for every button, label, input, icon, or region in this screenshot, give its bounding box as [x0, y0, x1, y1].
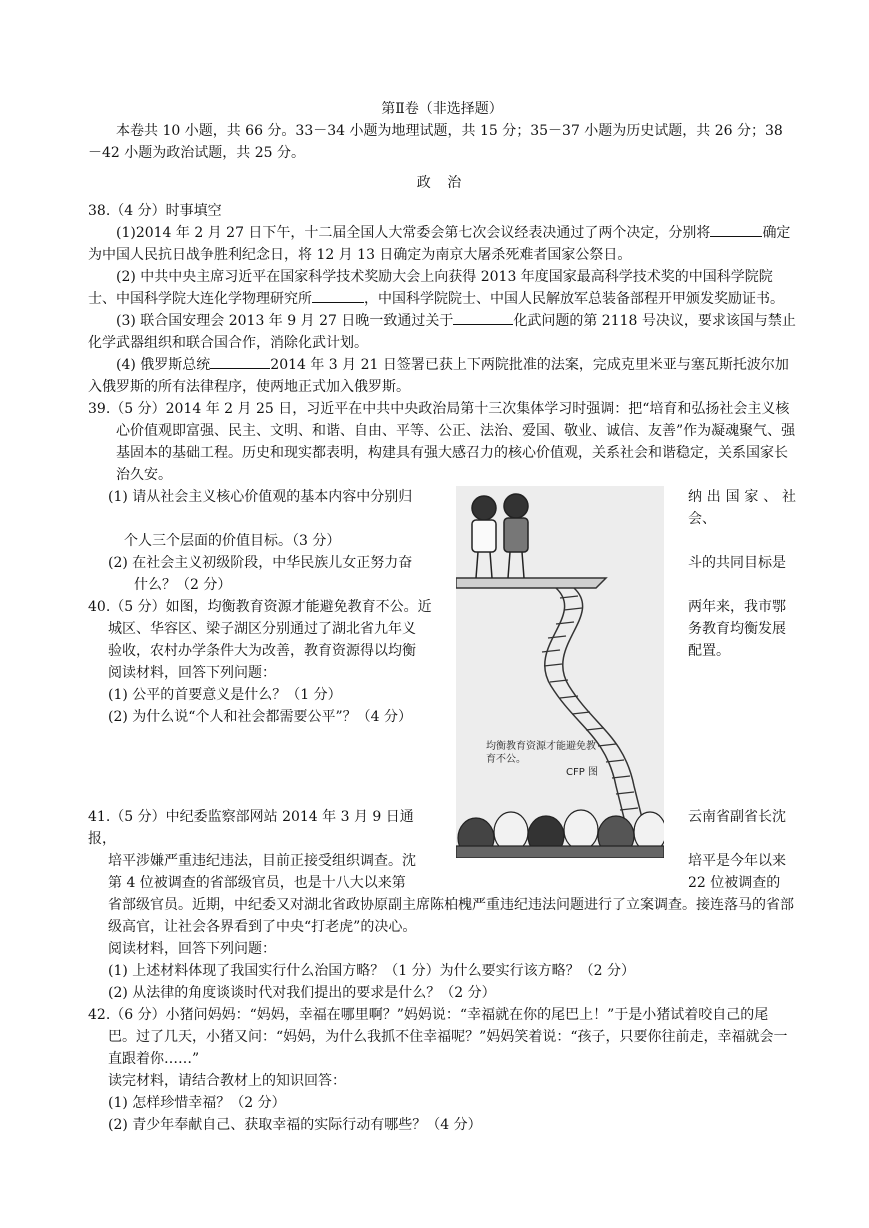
q40-line3-left: 验收，农村办学条件大为改善，教育资源得以均衡: [108, 643, 416, 659]
exam-page: [88, 98, 796, 1136]
question-42: [88, 1004, 796, 1136]
q39-sub1-row: [88, 486, 796, 530]
q41-read: 阅读材料，回答下列问题：: [108, 941, 276, 957]
q41-body: 省部级官员。近期，中纪委又对湖北省政协原副主席陈柏槐严重违纪违法问题进行了立案调查。接连落马的省部级高官，让社会各界看到了中央“打老虎”的决心。: [108, 897, 794, 935]
q39-sub1-right: 纳出国家、社会、: [688, 489, 796, 527]
q40-line1-right: 两年来，我市鄂: [688, 599, 786, 615]
paper-intro: 本卷共 10 小题，共 66 分。33－34 小题为地理试题，共 15 分；35－37 小题为历史试题，共 26 分；38－42 小题为政治试题，共 25 分。: [88, 123, 783, 161]
answer-blank[interactable]: [312, 288, 364, 303]
answer-blank[interactable]: [210, 354, 270, 369]
q41-line2-left: 培平涉嫌严重违纪违法，目前正接受组织调查。沈: [108, 853, 416, 869]
caption-source: CFP 图: [566, 767, 598, 778]
q42-sub2: (2) 青少年奉献自己、获取幸福的实际行动有哪些？（4 分）: [108, 1117, 482, 1133]
question-39: [88, 398, 796, 596]
q38-sub2: (2) 中共中央主席习近平在国家科学技术奖励大会上向获得 2013 年度国家最高科学技术奖的中国科学院院士、中国科学院大连化学物理研究所 ，中国科学院院士、中国人民解放军总装备部程开甲颁发奖励证书。: [88, 269, 784, 307]
question-41: [88, 806, 796, 1004]
paper-heading: 第Ⅱ卷（非选择题）: [381, 101, 503, 117]
q42-read: 读完材料，请结合教材上的知识回答：: [108, 1073, 346, 1089]
q39-sub2-row: [88, 552, 796, 574]
q41-line3-left: 第 4 位被调查的省部级官员，也是十八大以来第: [108, 875, 406, 891]
q40-sub1: (1) 公平的首要意义是什么？（1 分）: [108, 687, 342, 703]
q40-read: 阅读材料，回答下列问题：: [108, 665, 276, 681]
q39-sub2-right: 斗的共同目标是: [688, 555, 786, 571]
q40-line1-left: 40.（5 分）如图，均衡教育资源才能避免教育不公。近: [88, 599, 432, 615]
q38-sub3: (3) 联合国安理会 2013 年 9 月 27 日晚一致通过关于 化武问题的第 2118 号决议，要求该国与禁止化学武器组织和联合国合作，消除化武计划。: [88, 310, 796, 354]
q41-line1-left: 41.（5 分）中纪委监察部网站 2014 年 3 月 9 日通报，: [88, 809, 414, 847]
q40-sub2: (2) 为什么说“个人和社会都需要公平”？（4 分）: [108, 709, 412, 725]
q41-sub1: (1) 上述材料体现了我国实行什么治国方略？（1 分）为什么要实行该方略？（2 分）: [108, 963, 635, 979]
q39-head: 39.（5 分）2014 年 2 月 25 日，习近平在中共中央政治局第十三次集体学习时强调：把“培育和弘扬社会主义核心价值观即富强、民主、文明、和谐、自由、平等、公正、法治、爱国、敬业、诚信、友善”作为凝魂聚气、强基固本的基础工程。历史和现实都表明，构建具有强大感召力的核心价值观，关系社会和谐稳定，关系国家长治久安。: [88, 401, 796, 483]
section-title: 政 治: [416, 175, 468, 191]
question-40: [88, 596, 796, 728]
q38-sub1: (1)2014 年 2 月 27 日下午，十二届全国人大常委会第七次会议经表决通过了两个决定，分别将 确定为中国人民抗日战争胜利纪念日，将 12 月 13 日确定为南京大屠杀死难者国家公祭日。: [88, 222, 796, 266]
cartoon-caption: [486, 740, 598, 779]
q39-sub2-left: (2) 在社会主义初级阶段，中华民族儿女正努力奋: [108, 555, 413, 571]
q39-sub1-cont: 个人三个层面的价值目标。（3 分）: [124, 533, 341, 549]
question-38: [88, 200, 796, 398]
q38-sub4: (4) 俄罗斯总统 2014 年 3 月 21 日签署已获上下两院批准的法案，完成克里米亚与塞瓦斯托波尔加入俄罗斯的所有法律程序，使两地正式加入俄罗斯。: [88, 354, 796, 398]
q42-sub1: (1) 怎样珍惜幸福？（2 分）: [108, 1095, 286, 1111]
q41-sub2: (2) 从法律的角度谈谈时代对我们提出的要求是什么？（2 分）: [108, 985, 496, 1001]
q41-line1-right: 云南省副省长沈: [688, 809, 786, 825]
q40-line2-left: 城区、华容区、梁子湖区分别通过了湖北省九年义: [108, 621, 416, 637]
q40-line2-right: 务教育均衡发展: [688, 621, 786, 637]
q41-line3-right: 22 位被调查的: [688, 875, 781, 891]
q42-head: 42.（6 分）小猪问妈妈：“妈妈，幸福在哪里啊？”妈妈说：“幸福就在你的尾巴上！”于是小猪试着咬自己的尾巴。过了几天，小猪又问：“妈妈，为什么我抓不住幸福呢？”妈妈笑着说：“孩子，只要你往前走，幸福就会一直跟着你……”: [88, 1007, 788, 1067]
answer-blank[interactable]: [710, 222, 762, 237]
q41-line2-right: 培平是今年以来: [688, 853, 786, 869]
answer-blank[interactable]: [453, 310, 513, 325]
cartoon-drawing: [456, 486, 664, 858]
caption-text: 均衡教育资源才能避免教育不公。: [486, 741, 596, 765]
q38-head: 38.（4 分）时事填空: [88, 203, 222, 219]
cartoon-illustration: [456, 486, 664, 858]
q39-sub1-left: (1) 请从社会主义核心价值观的基本内容中分别归: [108, 489, 413, 505]
q39-sub2-cont: 什么？（2 分）: [134, 577, 232, 593]
q40-line3-right: 配置。: [688, 643, 730, 659]
